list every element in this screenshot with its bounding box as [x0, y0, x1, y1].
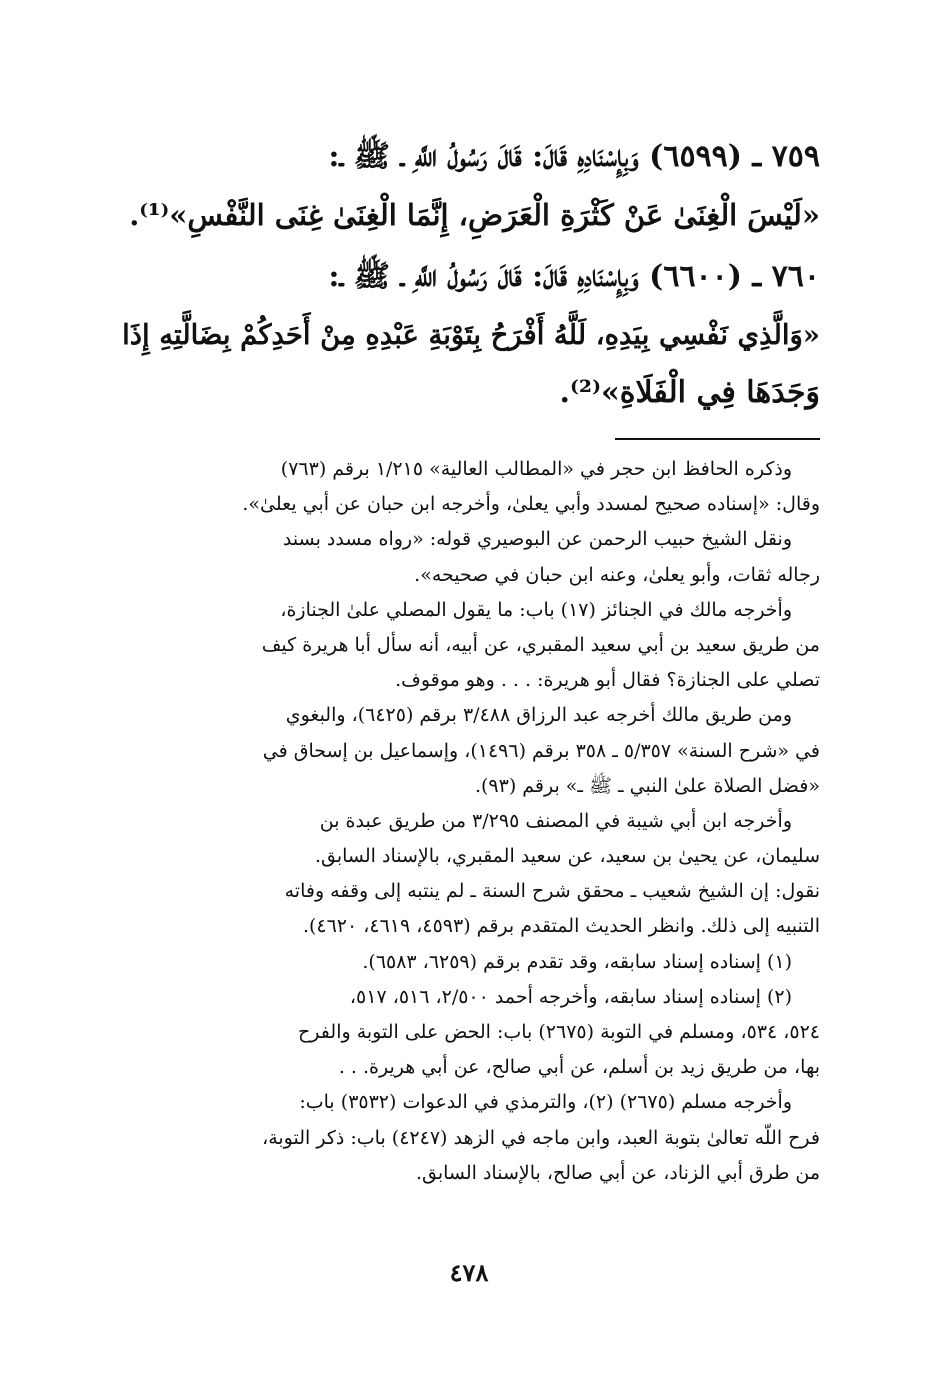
hadith-line: وَجَدَهَا فِي الْفَلَاةِ»⁽²⁾. — [559, 375, 820, 410]
footnote-line: ومن طريق مالك أخرجه عبد الرزاق ٣/٤٨٨ برقم (٦٤٢٥)، والبغوي — [285, 704, 792, 727]
footnote-line: من طرق أبي الزناد، عن أبي صالح، بالإسناد السابق. — [415, 1161, 820, 1184]
footnote-line: رجاله ثقات، وأبو يعلىٰ، وعنه ابن حبان في صحيحه». — [414, 563, 820, 586]
hadith-line: ٧٦٠ ـ (٦٦٠٠) وَبِإِسْنَادِهِ قَالَ: قَالَ رَسُولُ اللَّهِ ـ ﷺ ـ: — [328, 259, 820, 294]
footnote-line: وقال: «إسناده صحيح لمسدد وأبي يعلىٰ، وأخرجه ابن حبان عن أبي يعلىٰ». — [242, 493, 820, 516]
footnote-line: سليمان، عن يحيىٰ بن سعيد، عن سعيد المقبري، بالإسناد السابق. — [314, 845, 820, 868]
footnote-line: ونقل الشيخ حبيب الرحمن عن البوصيري قوله: «رواه مسدد بسند — [282, 528, 792, 551]
footnote-divider — [615, 438, 820, 440]
footnote-line: تصلي على الجنازة؟ فقال أبو هريرة: . . . وهو موقوف. — [395, 669, 820, 692]
footnotes — [120, 452, 820, 1191]
footnote-line: بها، من طريق زيد بن أسلم، عن أبي صالح، عن أبي هريرة. . . — [338, 1056, 820, 1079]
footnote-line: ٥٢٤، ٥٣٤، ومسلم في التوبة (٢٦٧٥) باب: الحض على التوبة والفرح — [298, 1021, 820, 1043]
footnote-line: (١) إسناده إسناد سابقه، وقد تقدم برقم (٦٢٥٩، ٦٥٨٣). — [362, 950, 792, 973]
footnote-line: وأخرجه مالك في الجنائز (١٧) باب: ما يقول المصلي علىٰ الجنازة، — [280, 598, 792, 621]
footnote-line: من طريق سعيد بن أبي سعيد المقبري، عن أبيه، أنه سأل أبا هريرة كيف — [261, 633, 820, 656]
hadith-759 — [120, 128, 820, 244]
hadith-line: «وَالَّذِي نَفْسِي بِيَدِهِ، لَلَّهُ أَفْرَحُ بِتَوْبَةِ عَبْدِهِ مِنْ أَحَدِكُمْ بِضَالَّتِهِ إِذَا — [122, 319, 820, 351]
hadith-line: ٧٥٩ ـ (٦٥٩٩) وَبِإِسْنَادِهِ قَالَ: قَالَ رَسُولُ اللَّهِ ـ ﷺ ـ: — [328, 139, 820, 174]
footnote-line: وأخرجه ابن أبي شيبة في المصنف ٣/٢٩٥ من طريق عبدة بن — [319, 809, 792, 832]
footnote-line: «فضل الصلاة علىٰ النبي ـ ﷺ ـ» برقم (٩٣). — [474, 774, 820, 797]
footnote-line: (٢) إسناده إسناد سابقه، وأخرجه أحمد ٢/٥٠٠، ٥١٦، ٥١٧، — [349, 985, 792, 1008]
hadith-760 — [120, 248, 820, 422]
footnote-line: التنبيه إلى ذلك. وانظر الحديث المتقدم برقم (٤٥٩٣، ٤٦١٩، ٤٦٢٠). — [302, 915, 820, 938]
footnote-line: وأخرجه مسلم (٢٦٧٥) (٢)، والترمذي في الدعوات (٣٥٣٢) باب: — [299, 1091, 792, 1114]
footnote-line: وذكره الحافظ ابن حجر في «المطالب العالية» ١/٢١٥ برقم (٧٦٣) — [280, 458, 792, 480]
footnote-line: في «شرح السنة» ٥/٣٥٧ ـ ٣٥٨ برقم (١٤٩٦)، وإسماعيل بن إسحاق في — [262, 739, 820, 762]
footnote-line: نقول: إن الشيخ شعيب ـ محقق شرح السنة ـ لم ينتبه إلى وقفه وفاته — [284, 880, 820, 903]
page-number: ٤٧٨ — [449, 1258, 489, 1287]
hadith-line: «لَيْسَ الْغِنَىٰ عَنْ كَثْرَةِ الْعَرَضِ، إِنَّمَا الْغِنَىٰ غِنَى النَّفْسِ»⁽¹⁾. — [129, 198, 820, 232]
footnote-line: فرح اللّه تعالىٰ بتوبة العبد، وابن ماجه في الزهد (٤٢٤٧) باب: ذكر التوبة، — [262, 1126, 820, 1149]
